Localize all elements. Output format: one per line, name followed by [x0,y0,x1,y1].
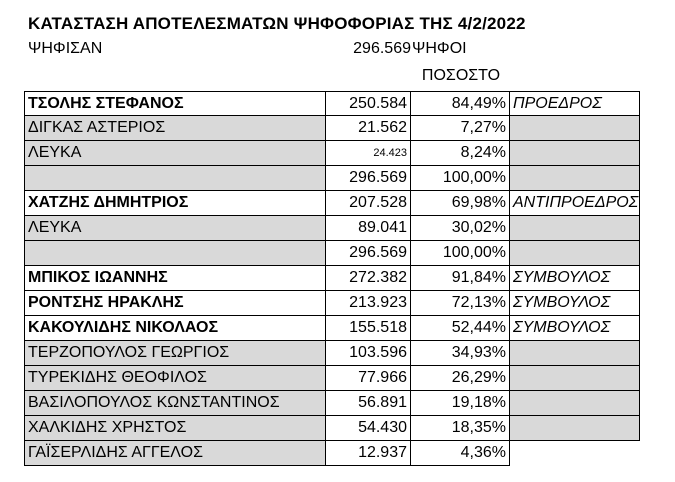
vote-count: 24.423 [326,141,411,166]
vote-count: 54.430 [326,416,411,441]
voted-unit: ΨΗΦΟΙ [412,40,467,57]
vote-percentage: 91,84% [411,266,510,291]
vote-count: 21.562 [326,116,411,141]
vote-count: 77.966 [326,366,411,391]
elected-role: ΑΝΤΙΠΡΟΕΔΡΟΣ [510,191,640,216]
vote-percentage: 84,49% [411,91,510,116]
vote-count: 272.382 [326,266,411,291]
candidate-name: ΧΑΤΖΗΣ ΔΗΜΗΤΡΙΟΣ [24,191,326,216]
candidate-name: ΛΕΥΚΑ [24,216,326,241]
candidate-name: ΜΠΙΚΟΣ ΙΩΑΝΝΗΣ [24,266,326,291]
vote-count: 296.569 [326,241,411,266]
vote-count: 207.528 [326,191,411,216]
elected-role [510,366,640,391]
vote-percentage: 18,35% [411,416,510,441]
candidate-name: ΤΕΡΖΟΠΟΥΛΟΣ ΓΕΩΡΓΙΟΣ [24,341,326,366]
vote-count: 89.041 [326,216,411,241]
total-label [24,166,326,191]
vote-percentage: 26,29% [411,366,510,391]
elected-role [510,416,640,441]
candidate-name: ΓΑΪΣΕΡΛΙΔΗΣ ΑΓΓΕΛΟΣ [24,441,326,466]
vote-count: 56.891 [326,391,411,416]
elected-role: ΣΥΜΒΟΥΛΟΣ [510,266,640,291]
elected-role [510,141,640,166]
vote-count: 103.596 [326,341,411,366]
vote-percentage: 4,36% [411,441,510,466]
vote-percentage: 30,02% [411,216,510,241]
vote-count: 12.937 [326,441,411,466]
vote-percentage: 19,18% [411,391,510,416]
elected-role [510,391,640,416]
vote-percentage: 52,44% [411,316,510,341]
voted-value: 296.569 [353,40,411,57]
total-label [24,241,326,266]
vote-percentage: 69,98% [411,191,510,216]
percent-column-header: ΠΟΣΟΣΤΟ [421,67,501,84]
elected-role [510,166,640,191]
elected-role [510,341,640,366]
vote-count: 213.923 [326,291,411,316]
elected-role: ΣΥΜΒΟΥΛΟΣ [510,316,640,341]
vote-count: 296.569 [326,166,411,191]
elected-role: ΣΥΜΒΟΥΛΟΣ [510,291,640,316]
candidate-name: ΡΟΝΤΣΗΣ ΗΡΑΚΛΗΣ [24,291,326,316]
elected-role [510,241,640,266]
elected-role [510,116,640,141]
elected-role [510,216,640,241]
vote-percentage: 34,93% [411,341,510,366]
vote-percentage: 8,24% [411,141,510,166]
vote-percentage: 7,27% [411,116,510,141]
candidate-name: ΛΕΥΚΑ [24,141,326,166]
vote-count: 250.584 [326,91,411,116]
candidate-name: ΤΣΟΛΗΣ ΣΤΕΦΑΝΟΣ [24,91,326,116]
voted-label: ΨΗΦΙΣΑΝ [28,40,103,57]
candidate-name: ΔΙΓΚΑΣ ΑΣΤΕΡΙΟΣ [24,116,326,141]
elected-role: ΠΡΟΕΔΡΟΣ [510,91,640,116]
vote-percentage: 100,00% [411,241,510,266]
vote-percentage: 72,13% [411,291,510,316]
candidate-name: ΤΥΡΕΚΙΔΗΣ ΘΕΟΦΙΛΟΣ [24,366,326,391]
vote-percentage: 100,00% [411,166,510,191]
candidate-name: ΒΑΣΙΛΟΠΟΥΛΟΣ ΚΩΝΣΤΑΝΤΙΝΟΣ [24,391,326,416]
vote-count: 155.518 [326,316,411,341]
report-title: ΚΑΤΑΣΤΑΣΗ ΑΠΟΤΕΛΕΣΜΑΤΩΝ ΨΗΦΟΦΟΡΙΑΣ ΤΗΣ 4/2/2022 [28,14,526,33]
candidate-name: ΚΑΚΟΥΛΙΔΗΣ ΝΙΚΟΛΑΟΣ [24,316,326,341]
candidate-name: ΧΑΛΚΙΔΗΣ ΧΡΗΣΤΟΣ [24,416,326,441]
